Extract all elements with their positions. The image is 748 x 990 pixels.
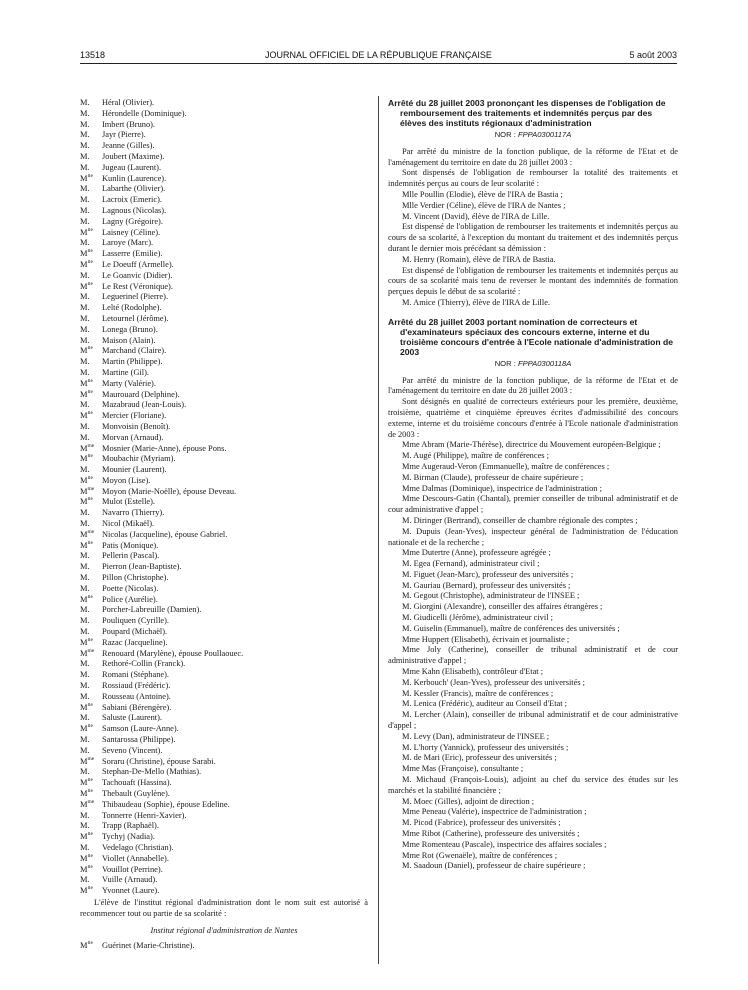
- name-entry: [80, 508, 368, 519]
- name-entry: [80, 875, 368, 886]
- list-item: Mme Ribot (Catherine), professeure des universités ;: [402, 829, 580, 839]
- name-entry: [80, 465, 368, 476]
- final-entry: [80, 941, 368, 952]
- civility-title: M.: [80, 670, 90, 680]
- civility-title: M.: [80, 270, 90, 280]
- entry-name: Labarthe (Olivier).: [102, 184, 166, 194]
- list-item: Mme Kahn (Elisabeth), contrôleur d'Etat ;: [402, 667, 544, 677]
- entry-name: Le Doeuff (Armelle).: [102, 259, 174, 269]
- entry-name: Seveno (Vincent).: [102, 745, 163, 755]
- entry-name: Maurouard (Delphine).: [102, 389, 180, 399]
- name-entry: [80, 217, 368, 228]
- civility-title: M.: [80, 465, 90, 475]
- list-item: M. Kessler (Francis), maître de conférences ;: [402, 688, 554, 698]
- entry-name: Mounier (Laurent).: [102, 465, 167, 475]
- list-item: M. Michaud (François-Louis), adjoint au chef du service des études sur les marchés et la stabilité financière ;: [388, 775, 678, 795]
- civility-title: $M^{me}$: [80, 799, 95, 809]
- civility-title: $M^{lle}$: [80, 637, 93, 647]
- name-entry: [80, 282, 368, 293]
- civility-title: $M^{lle}$: [80, 540, 93, 550]
- name-entry: [80, 724, 368, 735]
- name-entry: [80, 184, 368, 195]
- civility-title: M.: [80, 335, 90, 345]
- civility-title: $M^{lle}$: [80, 724, 93, 734]
- entry-name: Moyon (Lise).: [102, 475, 151, 485]
- civility-title: $M^{lle}$: [80, 886, 93, 896]
- entry-name: Laisney (Céline).: [102, 227, 161, 237]
- civility-title: $M^{lle}$: [80, 346, 93, 356]
- name-entry: [80, 497, 368, 508]
- civility-title: M.: [80, 141, 90, 151]
- name-entry: [80, 551, 368, 562]
- entry-name: Rossiaud (Frédéric).: [102, 681, 171, 691]
- civility-title: M.: [80, 735, 90, 745]
- entry-name: Police (Aurélie).: [102, 594, 158, 604]
- entry-name: Pillon (Christophe).: [102, 573, 169, 583]
- list-item: M. Lenica (Frédéric), auditeur au Conseil d'Etat ;: [402, 699, 567, 709]
- civility-title: M.: [80, 519, 90, 529]
- civility-title: $M^{lle}$: [80, 259, 93, 269]
- name-entry: [80, 832, 368, 843]
- civility-title: $M^{lle}$: [80, 227, 93, 237]
- nor-reference: [388, 130, 678, 141]
- name-entry: [80, 778, 368, 789]
- name-entry: [80, 595, 368, 606]
- civility-title: $M^{lle}$: [80, 454, 93, 464]
- entry-name: Joubert (Maxime).: [102, 151, 165, 161]
- list-item: Mme Dutertre (Anne), professeure agrégée ;: [402, 548, 551, 558]
- name-entry: [80, 821, 368, 832]
- name-entry: [80, 519, 368, 530]
- civility-title: M.: [80, 108, 90, 118]
- civility-title: $M^{lle}$: [80, 475, 93, 485]
- entry-name: Poette (Nicolas).: [102, 583, 159, 593]
- entry-name: Mulot (Estelle).: [102, 497, 156, 507]
- name-entry: [80, 249, 368, 260]
- civility-title: M.: [80, 821, 90, 831]
- list-item: Mlle Poullin (Elodie), élève de l'IRA de Bastia ;: [402, 189, 563, 199]
- entry-name: Jugeau (Laurent).: [102, 162, 162, 172]
- civility-title: M.: [80, 713, 90, 723]
- closing-paragraph: L'élève de l'institut régional d'administration dont le nom suit est autorisé à recommencer tout ou partie de sa scolarité :: [80, 897, 368, 918]
- name-entry: [80, 692, 368, 703]
- paragraph: Par arrêté du ministre de la fonction publique, de la réforme de l'Etat et de l'aménagement du territoire en date du 28 juillet 2003 :: [388, 146, 678, 167]
- civility-title: $M^{lle}$: [80, 411, 93, 421]
- entry-name: Tonnerre (Henri-Xavier).: [102, 810, 187, 820]
- entry-name: Martine (Gil).: [102, 367, 149, 377]
- list-item: M. Dupuis (Jean-Yves), inspecteur général de l'administration de l'éducation nationale et de la recherche ;: [388, 526, 678, 547]
- list-item: M. Gegout (Christophe), administrateur de l'INSEE ;: [402, 591, 580, 601]
- entry-name: Mazabraud (Jean-Louis).: [102, 400, 187, 410]
- civility-title: $M^{lle}$: [80, 778, 93, 788]
- entry-name: Letournel (Jérôme).: [102, 313, 169, 323]
- name-entry: [80, 649, 368, 660]
- civility-title: M.: [80, 508, 90, 518]
- name-entry: [80, 422, 368, 433]
- name-entry: [80, 713, 368, 724]
- name-entry: [80, 584, 368, 595]
- name-entry: [80, 195, 368, 206]
- name-entry: [80, 865, 368, 876]
- entry-name: Imbert (Bruno).: [102, 119, 156, 129]
- civility-title: M.: [80, 238, 90, 248]
- list-item: M. Augé (Philippe), maître de conférences ;: [402, 451, 549, 461]
- entry-name: Thibaudeau (Sophie), épouse Edeline.: [102, 799, 230, 809]
- entry-name: Saluste (Laurent).: [102, 713, 162, 723]
- name-entry: [80, 368, 368, 379]
- name-entry: [80, 562, 368, 573]
- nor-label: NOR :: [494, 358, 516, 368]
- name-entry: [80, 541, 368, 552]
- arrete-nomination: [388, 317, 678, 872]
- list-item: M. Figuet (Jean-Marc), professeur des universités ;: [402, 569, 574, 579]
- entry-name: Morvan (Arnaud).: [102, 432, 164, 442]
- civility-title: M.: [80, 162, 90, 172]
- entry-name: Jeanne (Gilles).: [102, 141, 155, 151]
- list-item: M. Egea (Fernand), administrateur civil ;: [402, 559, 540, 569]
- name-entry: [80, 616, 368, 627]
- name-entry: [80, 627, 368, 638]
- civility-title: M.: [80, 216, 90, 226]
- civility-title: M.: [80, 875, 90, 885]
- name-entry: [80, 120, 368, 131]
- name-entry: [80, 659, 368, 670]
- name-entry: [80, 487, 368, 498]
- name-entry: [80, 573, 368, 584]
- civility-title: $M^{lle}$: [80, 389, 93, 399]
- arrete-title: Arrêté du 28 juillet 2003 prononçant les dispenses de l'obligation de remboursement des traitements et indemnités perçus par des élèves des instituts régionaux d'administration: [388, 98, 666, 128]
- entry-name: Le Rest (Véronique).: [102, 281, 173, 291]
- list-item: M. Lercher (Alain), conseiller de tribunal administratif et de cour administrative d'appel ;: [388, 710, 678, 731]
- name-entry: [80, 271, 368, 282]
- entry-name: Rethoré-Collin (Franck).: [102, 659, 186, 669]
- civility-title: $M^{lle}$: [80, 832, 93, 842]
- name-entry: [80, 789, 368, 800]
- entry-name: Navarro (Thierry).: [102, 508, 165, 518]
- entry-name: Lagny (Grégoire).: [102, 216, 163, 226]
- list-item: M. Picod (Fabrice), professeur des universités ;: [402, 818, 561, 828]
- civility-title: M.: [80, 367, 90, 377]
- list-item: Mme Rot (Gwenaële), maître de conférences ;: [402, 850, 558, 860]
- civility-title: M.: [80, 681, 90, 691]
- name-entry: [80, 292, 368, 303]
- civility-title: $M^{lle}$: [80, 789, 93, 798]
- name-entry: [80, 454, 368, 465]
- civility-title: M.: [80, 691, 90, 701]
- entry-name: Lagnous (Nicolas).: [102, 205, 167, 215]
- paragraph: Est dispensé de l'obligation de rembourser les traitements et indemnités perçus au cours de sa scolarité mais tenu de reverser le montant des indemnités de formation perçues depuis le début de sa scolarité :: [388, 265, 678, 297]
- entry-name: Laroye (Marc).: [102, 238, 154, 248]
- entry-name: Poupard (Michaël).: [102, 627, 168, 637]
- entry-name: Pouliquen (Cyrille).: [102, 616, 169, 626]
- name-entry: [80, 670, 368, 681]
- page-number: 13518: [80, 50, 106, 60]
- name-entry: [80, 303, 368, 314]
- entry-name: Pierron (Jean-Baptiste).: [102, 562, 182, 572]
- list-item: M. Vincent (David), élève de l'IRA de Lille.: [402, 211, 550, 221]
- list-item: Mlle Verdier (Céline), élève de l'IRA de Nantes ;: [402, 200, 566, 210]
- name-entry: [80, 681, 368, 692]
- civility-title: $M^{me}$: [80, 443, 95, 453]
- name-entry: [80, 811, 368, 822]
- name-entry: [80, 357, 368, 368]
- name-entry: [80, 767, 368, 778]
- entry-name: Stephan-De-Mello (Mathias).: [102, 767, 202, 777]
- entry-name: Lonega (Bruno).: [102, 324, 158, 334]
- list-item: Mme Romenteau (Pascale), inspectrice des affaires sociales ;: [402, 839, 607, 849]
- civility-title: $M^{lle}$: [80, 702, 93, 712]
- civility-title: M.: [80, 195, 90, 205]
- name-entry: [80, 530, 368, 541]
- civility-title: M.: [80, 205, 90, 215]
- nor-code: FPPA0300117A: [517, 130, 572, 139]
- entry-name: Moyon (Marie-Noëlle), épouse Deveau.: [102, 486, 237, 496]
- name-entry: [80, 854, 368, 865]
- civility-title: M.: [80, 151, 90, 161]
- left-column: [80, 98, 368, 952]
- entry-name: Thebault (Guylène).: [102, 789, 170, 798]
- paragraph: Est dispensé de l'obligation de rembourser les traitements et indemnités perçus au cours de sa scolarité, à l'exception du montant du traitement et des indemnités perçus durant le dernier mois précédant sa démission :: [388, 222, 678, 253]
- entry-name: Hérondelle (Dominique).: [102, 108, 187, 118]
- civility-title: M.: [80, 357, 90, 367]
- name-entry: [80, 325, 368, 336]
- civility-title: M.: [80, 767, 90, 777]
- entry-name: Jayr (Pierre).: [102, 130, 146, 140]
- entry-name: Tychyj (Nadia).: [102, 832, 155, 842]
- entry-name: Romani (Stéphane).: [102, 670, 169, 680]
- list-item: Mme Augeraud-Veron (Emmanuelle), maître de conférences ;: [402, 461, 610, 471]
- name-entry: [80, 346, 368, 357]
- list-item: M. Diringer (Bertrand), conseiller de chambre régionale des comptes ;: [402, 515, 638, 525]
- civility-title: M.: [80, 292, 90, 302]
- paragraph: Par arrêté du ministre de la fonction publique, de la réforme de l'Etat et de l'aménagement du territoire en date du 28 juillet 2003 :: [388, 375, 678, 396]
- civility-title: $M^{lle}$: [80, 594, 93, 604]
- civility-title: M.: [80, 119, 90, 129]
- name-entry: [80, 152, 368, 163]
- civility-title: $M^{lle}$: [80, 864, 93, 874]
- list-item: M. Moec (Gilles), adjoint de direction ;: [402, 796, 535, 806]
- name-entry: [80, 746, 368, 757]
- entry-name: Nicol (Mikaël).: [102, 519, 155, 529]
- entry-name: Mosnier (Marie-Anne), épouse Pons.: [102, 443, 227, 453]
- name-entry: [80, 638, 368, 649]
- entry-name: Kunlin (Laurence).: [102, 173, 167, 183]
- name-entry: [80, 336, 368, 347]
- name-entry: [80, 228, 368, 239]
- list-item: M. Henry (Romain), élève de l'IRA de Bastia.: [402, 254, 556, 264]
- list-item: M. Kerbouch' (Jean-Yves), professeur des universités ;: [402, 677, 586, 687]
- list-item: M. Guiselin (Emmanuel), maître de conférences des universités ;: [402, 623, 620, 633]
- civility-title: $M^{lle}$: [80, 941, 93, 951]
- civility-title: $M^{lle}$: [80, 249, 93, 259]
- entry-name: Sabiani (Bérengère).: [102, 702, 172, 712]
- entry-name: Héral (Olivier).: [102, 98, 155, 107]
- civility-title: M.: [80, 659, 90, 669]
- paragraph: Sont dispensés de l'obligation de rembourser la totalité des traitements et indemnités perçus au cours de leur scolarité :: [388, 168, 678, 189]
- entry-name: Trapp (Raphaël).: [102, 821, 159, 831]
- list-item: M. Levy (Dan), administrateur de l'INSEE ;: [402, 731, 550, 741]
- civility-title: M.: [80, 810, 90, 820]
- arrete-title: Arrêté du 28 juillet 2003 portant nomination de correcteurs et d'examinateurs spéciaux des concours externe, interne et du troisième concours d'entrée à l'Ecole nationale d'administration de 2003: [388, 316, 674, 357]
- entry-name: Mercier (Floriane).: [102, 411, 167, 421]
- right-column: [388, 98, 678, 872]
- name-entry: [80, 886, 368, 897]
- list-item: M. Giudicelli (Jérôme), administrateur civil ;: [402, 613, 553, 623]
- civility-title: M.: [80, 130, 90, 140]
- name-entry: [80, 735, 368, 746]
- name-entry: [80, 800, 368, 811]
- column-divider: [378, 96, 379, 964]
- name-entry: [80, 444, 368, 455]
- entry-name: Guérinet (Marie-Christine).: [102, 941, 195, 951]
- header-rule: [80, 63, 677, 64]
- entry-name: Viollet (Annabelle).: [102, 853, 169, 863]
- entry-name: Yvonnet (Laure).: [102, 886, 160, 896]
- name-entry: [80, 433, 368, 444]
- list-item: Mme Peneau (Valérie), inspectrice de l'administration ;: [402, 807, 587, 817]
- civility-title: M.: [80, 421, 90, 431]
- civility-title: $M^{lle}$: [80, 853, 93, 863]
- list-item: M. L'horty (Yannick), professeur des universités ;: [402, 742, 569, 752]
- list-item: Mme Abram (Marie-Thérèse), directrice du Mouvement européen-Belgique ;: [402, 440, 661, 450]
- civility-title: M.: [80, 313, 90, 323]
- civility-title: M.: [80, 745, 90, 755]
- civility-title: $M^{lle}$: [80, 173, 93, 183]
- entry-name: Tachouaft (Hassina).: [102, 778, 172, 788]
- entry-name: Martin (Philippe).: [102, 357, 163, 367]
- civility-title: $M^{me}$: [80, 486, 95, 496]
- entry-name: Soraru (Christine), épouse Sarabi.: [102, 756, 216, 766]
- list-item: Mme Descours-Gatin (Chantal), premier conseiller de tribunal administratif et de cour administrative d'appel ;: [388, 494, 678, 515]
- entry-name: Lelté (Rodolphe).: [102, 303, 162, 313]
- name-entry: [80, 163, 368, 174]
- list-item: M. Giorgini (Alexandre), conseiller des affaires étrangères ;: [402, 602, 603, 612]
- civility-title: $M^{lle}$: [80, 497, 93, 507]
- civility-title: M.: [80, 583, 90, 593]
- entry-name: Leguerinel (Pierre).: [102, 292, 169, 302]
- entry-name: Samson (Laure-Anne).: [102, 724, 179, 734]
- name-entry: [80, 703, 368, 714]
- civility-title: $M^{me}$: [80, 529, 95, 539]
- list-item: Mme Mas (Françoise), consultante ;: [402, 764, 524, 774]
- civility-title: $M^{me}$: [80, 756, 95, 766]
- entry-name: Vuille (Arnaud).: [102, 875, 158, 885]
- name-entry: [80, 411, 368, 422]
- list-item: M. de Mari (Eric), professeur des universités ;: [402, 753, 557, 763]
- entry-name: Lacroix (Emeric).: [102, 195, 162, 205]
- civility-title: M.: [80, 432, 90, 442]
- list-item: M. Gauriau (Bernard), professeur des universités ;: [402, 580, 571, 590]
- civility-title: M.: [80, 562, 90, 572]
- name-entry: [80, 98, 368, 109]
- arrete-dispenses: [388, 98, 678, 309]
- nor-code: FPPA0300118A: [517, 358, 572, 368]
- civility-title: M.: [80, 551, 90, 561]
- name-entry: [80, 206, 368, 217]
- entry-name: Patis (Monique).: [102, 540, 159, 550]
- student-name-list: [80, 98, 368, 897]
- entry-name: Maison (Alain).: [102, 335, 156, 345]
- civility-title: $M^{me}$: [80, 648, 95, 658]
- entry-name: Porcher-Labreuille (Damien).: [102, 605, 202, 615]
- entry-name: Rousseau (Antoine).: [102, 691, 171, 701]
- nor-label: NOR :: [494, 130, 516, 139]
- name-entry: [80, 174, 368, 185]
- civility-title: M.: [80, 842, 90, 852]
- civility-title: $M^{lle}$: [80, 378, 93, 388]
- civility-title: M.: [80, 616, 90, 626]
- name-entry: [80, 238, 368, 249]
- name-entry: [80, 476, 368, 487]
- name-entry: [80, 130, 368, 141]
- name-entry: [80, 390, 368, 401]
- arrete-body: [388, 147, 678, 309]
- institute-heading: Institut régional d'administration de Nantes: [150, 925, 298, 935]
- name-entry: [80, 379, 368, 390]
- entry-name: Marchand (Claire).: [102, 346, 167, 356]
- list-item: Mme Joly (Catherine), conseiller de tribunal administratif et de cour administrative d'appel ;: [388, 645, 678, 666]
- entry-name: Vedelago (Christian).: [102, 842, 174, 852]
- name-entry: [80, 314, 368, 325]
- paragraph: Sont désignés en qualité de correcteurs extérieurs pour les première, deuxième, troisième, quatrième et cinquième épreuves écrites d'admissibilité des concours externe, interne et du troisième concours d'entrée à l'Ecole nationale d'administration de 2003 :: [388, 397, 678, 439]
- list-item: M. Birman (Claude), professeur de chaire supérieure ;: [402, 472, 584, 482]
- name-entry: [80, 400, 368, 411]
- civility-title: M.: [80, 627, 90, 637]
- civility-title: M.: [80, 573, 90, 583]
- entry-name: Monvoisin (Benoît).: [102, 421, 171, 431]
- entry-name: Lasserre (Emilie).: [102, 249, 163, 259]
- civility-title: M.: [80, 400, 90, 410]
- entry-name: Marty (Valérie).: [102, 378, 156, 388]
- entry-name: Vouillot (Perrine).: [102, 864, 163, 874]
- issue-date: 5 août 2003: [629, 50, 677, 60]
- name-entry: [80, 843, 368, 854]
- entry-name: Le Goanvic (Didier).: [102, 270, 173, 280]
- entry-name: Razac (Jacqueline).: [102, 637, 168, 647]
- arrete-body: [388, 376, 678, 873]
- list-item: M. Saadoun (Daniel), professeur de chaire supérieure ;: [402, 861, 586, 871]
- civility-title: M.: [80, 605, 90, 615]
- name-entry: [80, 109, 368, 120]
- nor-reference: [388, 359, 678, 370]
- page-header: [80, 50, 677, 64]
- civility-title: $M^{lle}$: [80, 281, 93, 291]
- civility-title: M.: [80, 324, 90, 334]
- list-item: Mme Huppert (Elisabeth), écrivain et journaliste ;: [402, 634, 570, 644]
- name-entry: [80, 141, 368, 152]
- civility-title: M.: [80, 98, 90, 107]
- civility-title: M.: [80, 303, 90, 313]
- journal-title: JOURNAL OFFICIEL DE LA RÉPUBLIQUE FRANÇAISE: [265, 50, 492, 60]
- list-item: M. Amice (Thierry), élève de l'IRA de Lille.: [402, 297, 551, 307]
- name-entry: [80, 605, 368, 616]
- entry-name: Pellerin (Pascal).: [102, 551, 160, 561]
- name-entry: [80, 757, 368, 768]
- entry-name: Santarossa (Philippe).: [102, 735, 176, 745]
- name-entry: [80, 260, 368, 271]
- civility-title: M.: [80, 184, 90, 194]
- entry-name: Renouard (Marylène), épouse Poullaouec.: [102, 648, 244, 658]
- entry-name: Nicolas (Jacqueline), épouse Gabriel.: [102, 529, 228, 539]
- entry-name: Moubachir (Myriam).: [102, 454, 176, 464]
- list-item: Mme Dalmas (Dominique), inspectrice de l'administration ;: [402, 483, 602, 493]
